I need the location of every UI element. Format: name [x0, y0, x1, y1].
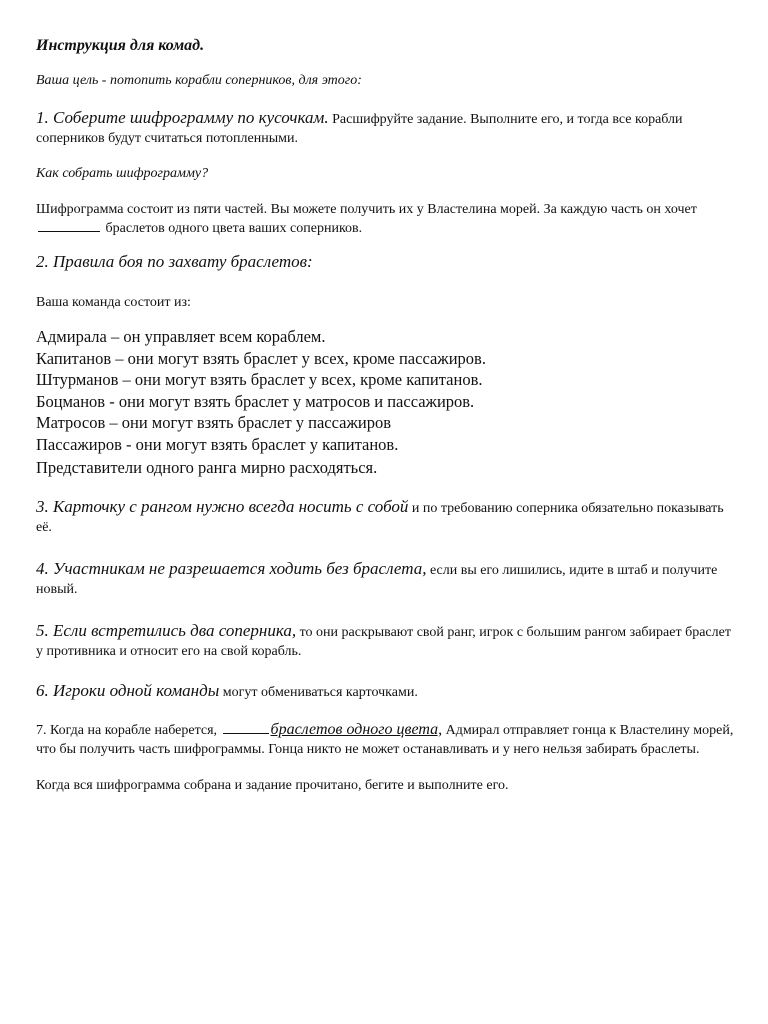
- cipher-paragraph: [36, 200, 736, 238]
- rule-1-text: Расшифруйте задание. Выполните его, и тогда все корабли соперников будут считаться потопленными.: [36, 112, 683, 146]
- team-intro: Ваша команда состоит из:: [36, 295, 191, 310]
- rank-item: Пассажиров - они могут взять браслет у капитанов.: [36, 434, 399, 454]
- final-text: Когда вся шифрограмма собрана и задание прочитано, бегите и выполните его.: [36, 777, 509, 793]
- how-to-heading: Как собрать шифрограмму?: [36, 166, 209, 181]
- rule-5-text: то они раскрывают свой ранг, игрок с большим рангом забирает браслет у противника и относит его на свой корабль.: [36, 624, 731, 659]
- rank-list: [36, 326, 736, 479]
- instruction-document: [36, 36, 736, 795]
- rule-6-text: могут обмениваться карточками.: [219, 684, 418, 700]
- rule-6: [36, 681, 736, 702]
- rank-item: Боцманов - они могут взять браслет у матросов и пассажиров.: [36, 391, 475, 411]
- rule-7-text-a: 7. Когда на корабле наберется,: [36, 722, 221, 738]
- rule-4-lead: 4. Участникам не разрешается ходить без браслета,: [36, 558, 427, 578]
- rule-3-text: и по требованию соперника обязательно показывать её.: [36, 500, 724, 535]
- rule-2: [36, 252, 736, 273]
- rule-6-lead: 6. Игроки одной команды: [36, 680, 220, 700]
- document-title: Инструкция для комад.: [36, 37, 205, 54]
- rule-7-emphasis: браслетов одного цвета,: [270, 720, 443, 738]
- rule-5: [36, 621, 736, 661]
- rank-item: Адмирала – он управляет всем кораблем.: [36, 327, 326, 346]
- rule-1: [36, 108, 736, 148]
- rule-2-lead: 2. Правила боя по захвату браслетов:: [36, 252, 313, 271]
- rank-item: Матросов – они могут взять браслет у пассажиров: [36, 413, 391, 432]
- rank-item: Капитанов – они могут взять браслет у всех, кроме пассажиров.: [36, 348, 486, 368]
- rule-3: [36, 497, 736, 537]
- rule-3-lead: 3. Карточку с рангом нужно всегда носить с собой: [36, 496, 409, 516]
- blank-line: [38, 230, 100, 232]
- rule-4: [36, 559, 736, 599]
- rule-7: [36, 720, 736, 759]
- rule-5-lead: 5. Если встретились два соперника,: [36, 620, 297, 640]
- rule-7-text-b: Адмирал отправляет гонца к Властелину морей, что бы получить часть шифрограммы. Гонца никто не может останавливать и у него нельзя забирать браслеты.: [36, 722, 734, 757]
- rank-item: Представители одного ранга мирно расходяться.: [36, 458, 378, 477]
- cipher-text-a: Шифрограмма состоит из пяти частей. Вы можете получить их у Властелина морей. За каждую часть он хочет: [36, 202, 697, 217]
- blank-line: [223, 732, 269, 734]
- goal-text: Ваша цель - потопить корабли соперников, для этого:: [36, 73, 362, 88]
- cipher-text-b: браслетов одного цвета ваших соперников.: [102, 221, 363, 236]
- rank-item: Штурманов – они могут взять браслет у всех, кроме капитанов.: [36, 370, 483, 389]
- rule-4-text: если вы его лишились, идите в штаб и получите новый.: [36, 562, 718, 597]
- rule-1-lead: 1. Соберите шифрограмму по кусочкам.: [36, 108, 329, 127]
